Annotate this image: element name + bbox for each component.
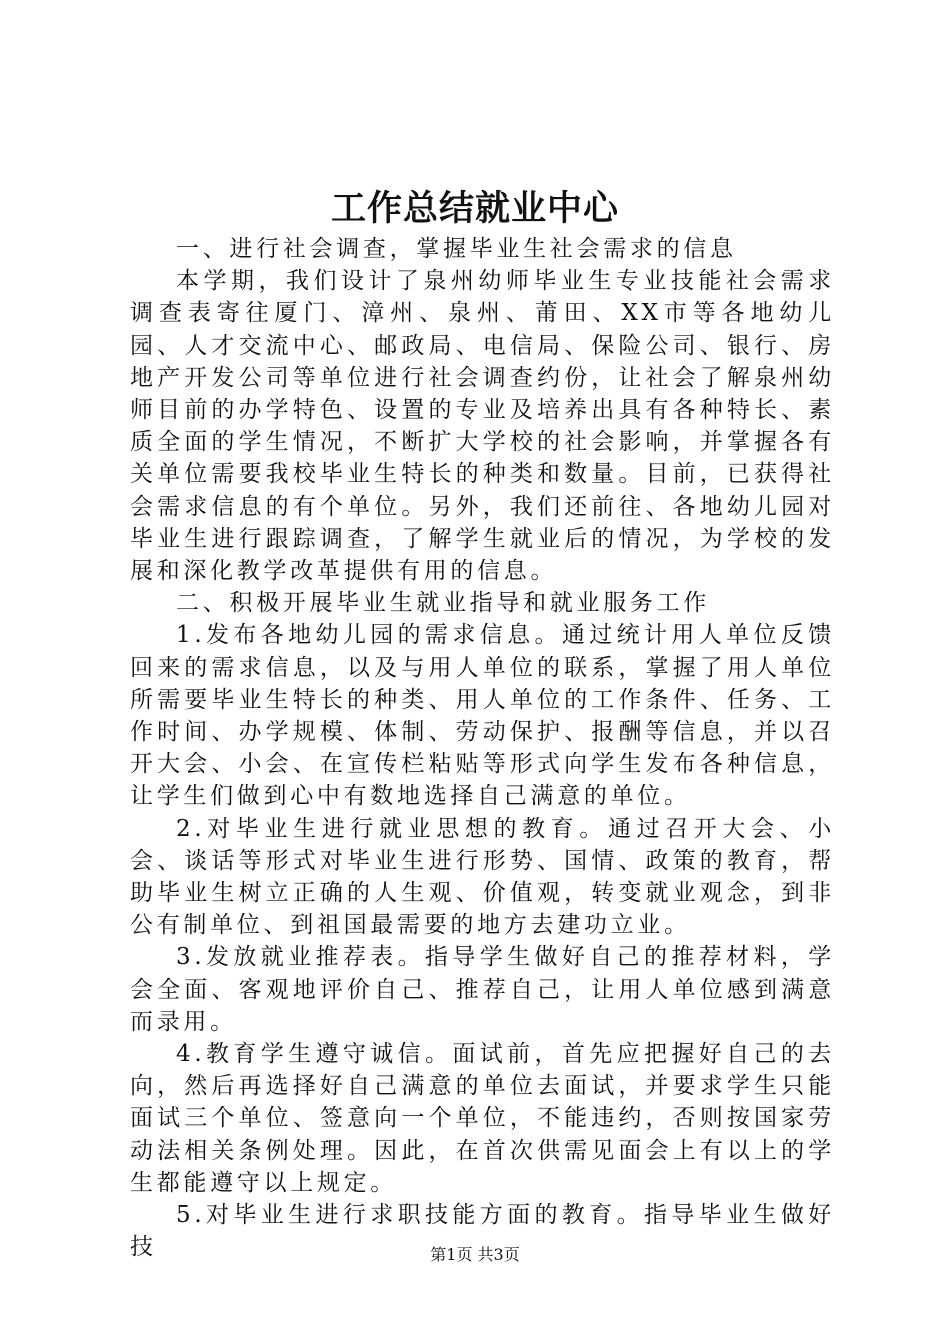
document-title: 工作总结就业中心 xyxy=(330,188,619,229)
document-body xyxy=(130,233,835,1264)
paragraph-item-2: 2.对毕业生进行就业思想的教育。通过召开大会、小会、谈话等形式对毕业生进行形势、国情、政策的教育，帮助毕业生树立正确的人生观、价值观，转变就业观念，到非公有制单位、到祖国最需要的地方去建功立业。 xyxy=(130,815,835,939)
paragraph-item-4: 4.教育学生遵守诚信。面试前，首先应把握好自己的去向，然后再选择好自己满意的单位去面试，并要求学生只能面试三个单位、签意向一个单位，不能违约，否则按国家劳动法相关条例处理。因此，在首次供需见面会上有以上的学生都能遵守以上规定。 xyxy=(130,1041,835,1196)
paragraph-item-1: 1.发布各地幼儿园的需求信息。通过统计用人单位反馈回来的需求信息，以及与用人单位的联系，掌握了用人单位所需要毕业生特长的种类、用人单位的工作条件、任务、工作时间、办学规模、体制、劳动保护、报酬等信息，并以召开大会、小会、在宣传栏粘贴等形式向学生发布各种信息，让学生们做到心中有数地选择自己满意的单位。 xyxy=(130,622,835,810)
section-heading-1: 一、进行社会调查，掌握毕业生社会需求的信息 xyxy=(176,236,737,262)
paragraph-survey: 本学期，我们设计了泉州幼师毕业生专业技能社会需求调查表寄往厦门、漳州、泉州、莆田、XX市等各地幼儿园、人才交流中心、邮政局、电信局、保险公司、银行、房地产开发公司等单位进行社会调查约份，让社会了解泉州幼师目前的办学特色、设置的专业及培养出具有各种特长、素质全面的学生情况，不断扩大学校的社会影响，并掌握各有关单位需要我校毕业生特长的种类和数量。目前，已获得社会需求信息的有个单位。另外，我们还前往、各地幼儿园对毕业生进行跟踪调查，了解学生就业后的情况，为学校的发展和深化教学改革提供有用的信息。 xyxy=(130,268,835,585)
paragraph-item-5: 5.对毕业生进行求职技能方面的教育。指导毕业生做好技 xyxy=(130,1202,835,1261)
paragraph-item-3: 3.发放就业推荐表。指导学生做好自己的推荐材料，学会全面、客观地评价自己、推荐自己，让用人单位感到满意而录用。 xyxy=(130,944,835,1035)
section-heading-2: 二、积极开展毕业生就业指导和就业服务工作 xyxy=(176,590,710,617)
page-number-footer: 第1页 共3页 xyxy=(430,1245,520,1264)
